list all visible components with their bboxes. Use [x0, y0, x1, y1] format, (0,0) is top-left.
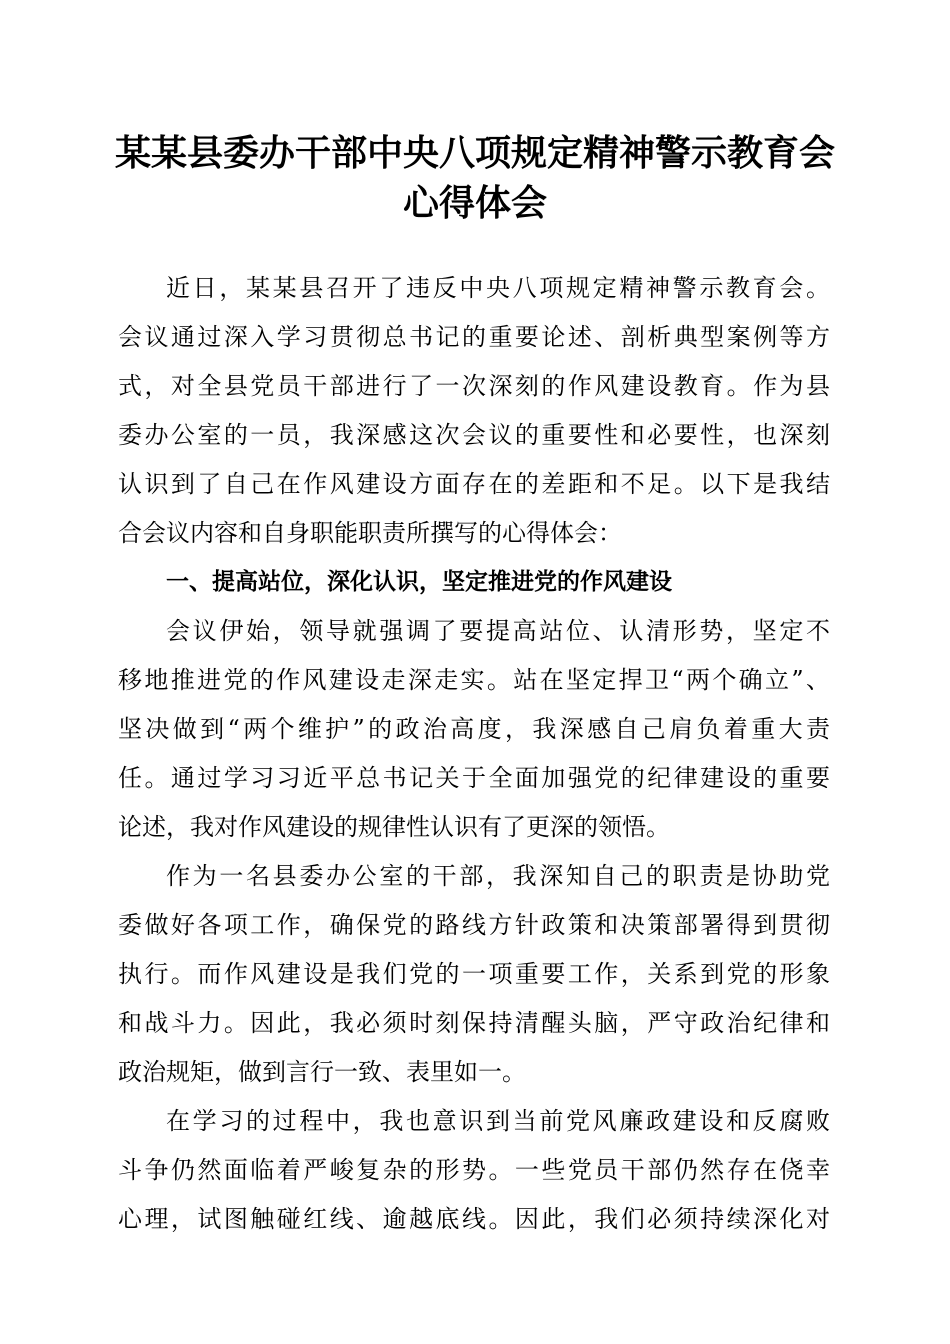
paragraph-line: 合会议内容和自身职能职责所撰写的心得体会：	[118, 519, 622, 547]
paragraph-line: 会议通过深入学习贯彻总书记的重要论述、剖析典型案例等方	[118, 323, 830, 351]
paragraph-line: 式，对全县党员干部进行了一次深刻的作风建设教育。作为县	[118, 372, 830, 400]
paragraph-line: 政治规矩，做到言行一致、表里如一。	[118, 1058, 526, 1086]
paragraph-line: 在学习的过程中，我也意识到当前党风廉政建设和反腐败	[166, 1107, 830, 1135]
paragraph-line: 斗争仍然面临着严峻复杂的形势。一些党员干部仍然存在侥幸	[118, 1156, 830, 1184]
paragraph-line: 和战斗力。因此，我必须时刻保持清醒头脑，严守政治纪律和	[118, 1009, 830, 1037]
section-heading: 一、提高站位，深化认识，坚定推进党的作风建设	[166, 569, 672, 595]
paragraph-line: 任。通过学习习近平总书记关于全面加强党的纪律建设的重要	[118, 764, 830, 792]
paragraph-line: 认识到了自己在作风建设方面存在的差距和不足。以下是我结	[118, 470, 830, 498]
title-line-1: 某某县委办干部中央八项规定精神警示教育会	[114, 132, 835, 174]
paragraph-line: 论述，我对作风建设的规律性认识有了更深的领悟。	[118, 813, 670, 841]
paragraph-line: 执行。而作风建设是我们党的一项重要工作，关系到党的形象	[118, 960, 830, 988]
paragraph-line: 会议伊始，领导就强调了要提高站位、认清形势，坚定不	[166, 617, 830, 645]
paragraph-line: 心理，试图触碰红线、逾越底线。因此，我们必须持续深化对	[118, 1205, 830, 1233]
document-body	[118, 264, 830, 1244]
paragraph-line: 坚决做到“两个维护”的政治高度，我深感自己肩负着重大责	[118, 715, 830, 743]
paragraph-line: 近日，某某县召开了违反中央八项规定精神警示教育会。	[166, 274, 830, 302]
paragraph-line: 作为一名县委办公室的干部，我深知自己的职责是协助党	[166, 862, 830, 890]
paragraph-line: 移地推进党的作风建设走深走实。站在坚定捍卫“两个确立”、	[118, 666, 830, 694]
title-line-2: 心得体会	[402, 182, 547, 224]
document-title	[0, 128, 950, 228]
paragraph-line: 委办公室的一员，我深感这次会议的重要性和必要性，也深刻	[118, 421, 830, 449]
paragraph-line: 委做好各项工作，确保党的路线方针政策和决策部署得到贯彻	[118, 911, 830, 939]
